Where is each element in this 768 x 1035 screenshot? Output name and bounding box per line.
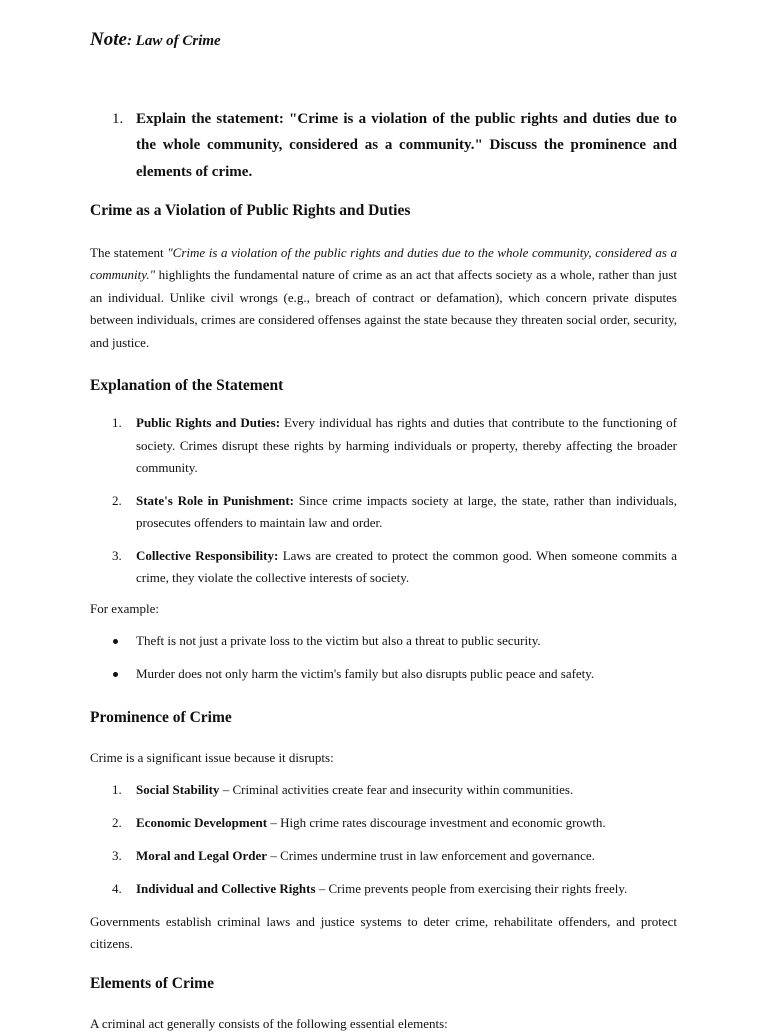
list-number: 4. bbox=[112, 881, 122, 897]
note-prefix: Note bbox=[90, 29, 127, 50]
note-title-text: : Law of Crime bbox=[126, 33, 221, 49]
list-text: – Crimes undermine trust in law enforcement and governance. bbox=[267, 848, 595, 864]
list-item bbox=[90, 412, 677, 480]
list-term: Moral and Legal Order bbox=[136, 848, 268, 864]
section-heading-elements: Elements of Crime bbox=[90, 974, 214, 992]
prominence-intro: Crime is a significant issue because it disrupts: bbox=[90, 749, 334, 765]
prominence-conclusion: Governments establish criminal laws and justice systems to deter crime, rehabilitate offenders, and protect citizens. bbox=[90, 913, 677, 952]
list-item bbox=[90, 845, 677, 868]
list-number: 1. bbox=[112, 415, 122, 431]
list-term: Economic Development bbox=[136, 815, 268, 831]
intro-pre: The statement bbox=[90, 244, 168, 260]
violation-paragraph bbox=[90, 242, 677, 355]
prominence-list bbox=[90, 779, 677, 901]
document-content bbox=[90, 27, 677, 1035]
list-number: 3. bbox=[112, 848, 122, 864]
example-list bbox=[90, 630, 677, 686]
bullet-text: Theft is not just a private loss to the victim but also a threat to public security. bbox=[136, 633, 541, 649]
section-heading-prominence: Prominence of Crime bbox=[90, 708, 232, 726]
list-text: – Criminal activities create fear and insecurity within communities. bbox=[219, 782, 574, 798]
elements-intro: A criminal act generally consists of the following essential elements: bbox=[90, 1015, 448, 1031]
list-item bbox=[90, 878, 677, 901]
list-term: State's Role in Punishment: bbox=[136, 492, 294, 508]
intro-post: highlights the fundamental nature of crime as an act that affects society as a whole, rather than just an individual. Unlike civil wrongs (e.g., breach of contract or defamation), which concern private disputes between individuals, crimes are considered offenses against the state because they threaten social order, security, and justice. bbox=[90, 267, 677, 350]
question-list bbox=[90, 106, 677, 185]
question-item bbox=[90, 106, 677, 185]
list-item bbox=[90, 779, 677, 802]
list-number: 2. bbox=[112, 815, 122, 831]
example-intro: For example: bbox=[90, 600, 159, 616]
question-text: Explain the statement: "Crime is a violation of the public rights and duties due to the whole community, considered as a community." Discuss the prominence and elements of crime. bbox=[136, 111, 677, 180]
note-title bbox=[90, 27, 677, 54]
list-term: Individual and Collective Rights bbox=[136, 881, 316, 897]
list-text: Since crime impacts society at large, the state, rather than individuals, prosecutes offenders to maintain law and order. bbox=[136, 492, 677, 531]
bullet-item bbox=[90, 663, 677, 686]
list-term: Collective Responsibility: bbox=[136, 547, 279, 563]
bullet-text: Murder does not only harm the victim's family but also disrupts public peace and safety. bbox=[136, 666, 595, 682]
list-number: 1. bbox=[112, 782, 122, 798]
explanation-list bbox=[90, 412, 677, 590]
list-item bbox=[90, 490, 677, 535]
list-text: Laws are created to protect the common good. When someone commits a crime, they violate the collective interests of society. bbox=[136, 547, 677, 586]
section-heading-violation: Crime as a Violation of Public Rights and Duties bbox=[90, 201, 411, 219]
list-term: Social Stability bbox=[136, 782, 220, 798]
intro-quote: "Crime is a violation of the public rights and duties due to the whole community, considered as a community." bbox=[90, 244, 677, 283]
list-number: 2. bbox=[112, 492, 122, 508]
list-text: – Crime prevents people from exercising their rights freely. bbox=[315, 881, 628, 897]
list-term: Public Rights and Duties: bbox=[136, 415, 281, 431]
bullet-icon bbox=[113, 672, 118, 677]
bullet-icon bbox=[113, 639, 118, 644]
list-number: 3. bbox=[112, 547, 122, 563]
list-text: Every individual has rights and duties that contribute to the functioning of society. Crimes disrupt these rights by harming individuals or property, thereby affecting the broader community. bbox=[136, 415, 677, 476]
question-number: 1. bbox=[112, 111, 124, 127]
bullet-item bbox=[90, 630, 677, 653]
list-item bbox=[90, 812, 677, 835]
list-item bbox=[90, 545, 677, 590]
section-heading-explanation: Explanation of the Statement bbox=[90, 377, 284, 395]
list-text: – High crime rates discourage investment and economic growth. bbox=[267, 815, 606, 831]
